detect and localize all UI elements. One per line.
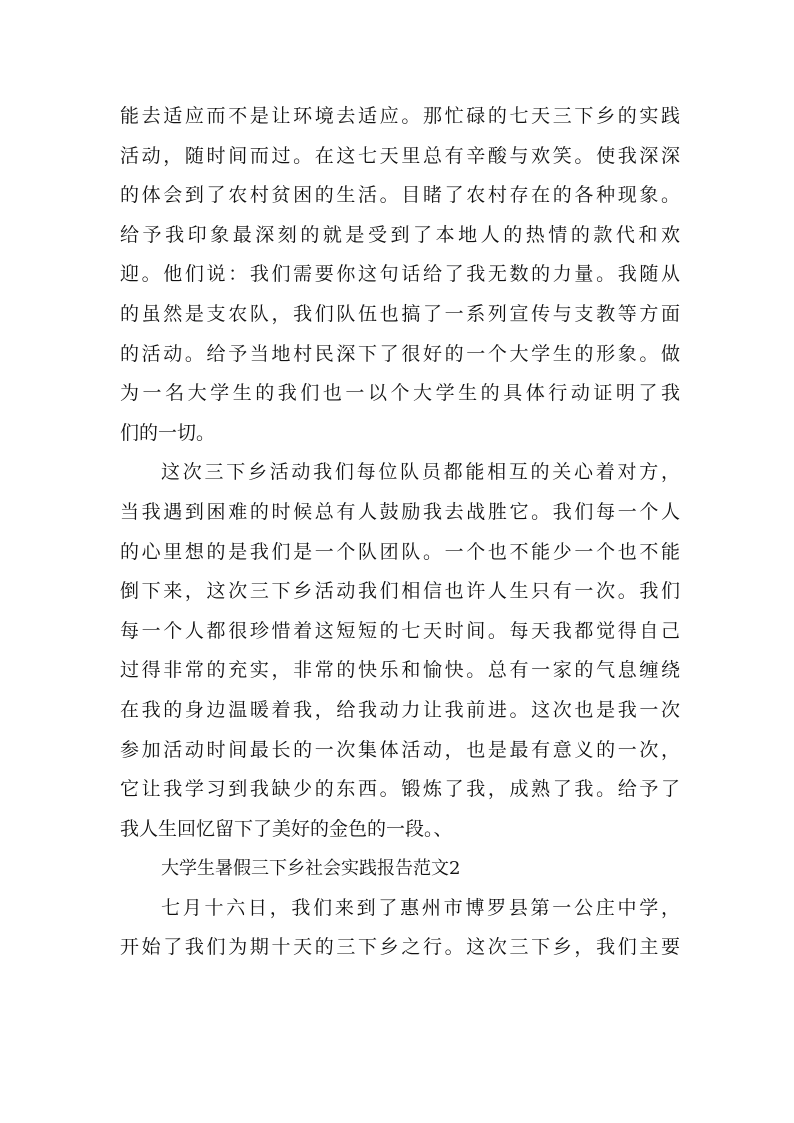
document-body	[120, 97, 680, 968]
text-line: 过得非常的充实，非常的快乐和愉快。总有一家的气息缠绕	[120, 659, 680, 682]
text-line: 迎。他们说：我们需要你这句话给了我无数的力量。我随从	[120, 263, 680, 286]
text-line: 们的一切。	[120, 421, 216, 444]
text-line: 参加活动时间最长的一次集体活动，也是最有意义的一次，	[120, 738, 680, 761]
text-line: 能去适应而不是让环境去适应。那忙碌的七天三下乡的实践	[120, 105, 680, 127]
text-line: 当我遇到困难的时候总有人鼓励我去战胜它。我们每一个人	[120, 500, 680, 523]
text-line: 七月十六日，我们来到了惠州市博罗县第一公庄中学，	[161, 896, 680, 919]
text-line: 倒下来，这次三下乡活动我们相信也许人生只有一次。我们	[120, 580, 680, 603]
paragraph-1	[120, 97, 680, 453]
text-line: 的虽然是支农队，我们队伍也搞了一系列宣传与支教等方面	[120, 302, 680, 325]
text-line: 的心里想的是我们是一个队团队。一个也不能少一个也不能	[120, 540, 680, 563]
text-line: 在我的身边温暖着我，给我动力让我前进。这次也是我一次	[120, 698, 680, 721]
text-line: 给予我印象最深刻的就是受到了本地人的热情的款代和欢	[120, 223, 680, 246]
text-line: 的体会到了农村贫困的生活。目睹了农村存在的各种现象。	[120, 184, 680, 207]
section-heading: 大学生暑假三下乡社会实践报告范文2	[161, 858, 461, 880]
paragraph-2	[120, 453, 680, 849]
text-line: 活动，随时间而过。在这七天里总有辛酸与欢笑。使我深深	[120, 144, 680, 167]
text-line: 我人生回忆留下了美好的金色的一段。、	[120, 817, 453, 840]
text-line: 这次三下乡活动我们每位队员都能相互的关心着对方，	[161, 461, 680, 484]
text-line: 它让我学习到我缺少的东西。锻炼了我，成熟了我。给予了	[120, 778, 680, 801]
text-line: 的活动。给予当地村民深下了很好的一个大学生的形象。做	[120, 342, 680, 365]
text-line: 为一名大学生的我们也一以个大学生的具体行动证明了我	[120, 382, 680, 405]
text-line: 开始了我们为期十天的三下乡之行。这次三下乡，我们主要	[120, 936, 680, 959]
paragraph-3	[120, 889, 680, 968]
text-line: 每一个人都很珍惜着这短短的七天时间。每天我都觉得自己	[120, 619, 680, 642]
